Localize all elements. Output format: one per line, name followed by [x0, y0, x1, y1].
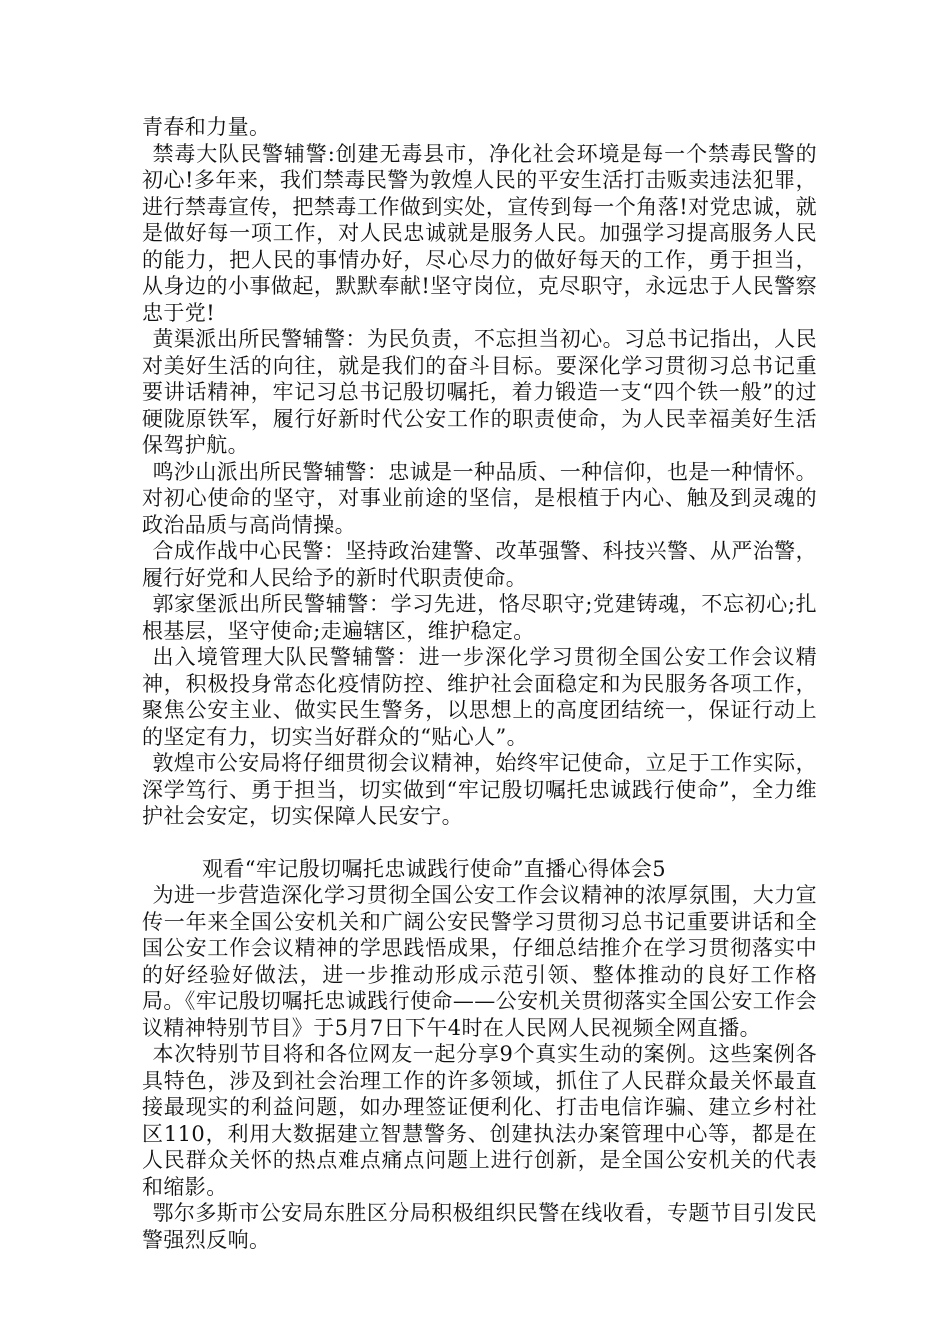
paragraph-dunhuang-bureau: 敦煌市公安局将仔细贯彻会议精神，始终牢记使命，立足于工作实际，深学笃行、勇于担当，切实做到“牢记殷切嘱托忠诚践行使命”，全力维护社会安定，切实保障人民安宁。 — [142, 751, 817, 828]
paragraph-special-program: 本次特别节目将和各位网友一起分享9个真实生动的案例。这些案例各具特色，涉及到社会治理工作的许多领域，抓住了人民群众最关怀最直接最现实的利益问题，如办理签证便利化、打击电信诈骗、建立乡村社区110，利用大数据建立智慧警务、创建执法办案管理中心等，都是在人民群众关怀的热点难点痛点问题上进行创新，是全国公安机关的代表和缩影。 — [142, 1042, 817, 1199]
paragraph-exit-entry-brigade: 出入境管理大队民警辅警：进一步深化学习贯彻全国公安工作会议精神，积极投身常态化疫情防控、维护社会面稳定和为民服务各项工作，聚焦公安主业、做实民生警务，以思想上的高度团结统一，保证行动上的坚定有力，切实当好群众的“贴心人”。 — [142, 645, 817, 749]
paragraph-intro: 为进一步营造深化学习贯彻全国公安工作会议精神的浓厚氛围，大力宣传一年来全国公安机关和广阔公安民警学习贯彻习总书记重要讲话和全国公安工作会议精神的学思践悟成果，仔细总结推介在学习贯彻落实中的好经验好做法，进一步推动形成示范引领、整体推动的良好工作格局。《牢记殷切嘱托忠诚践行使命——公安机关贯彻落实全国公安工作会议精神特别节目》于5月7日下午4时在人民网人民视频全网直播。 — [142, 883, 817, 1040]
paragraph-ordos-bureau: 鄂尔多斯市公安局东胜区分局积极组织民警在线收看，专题节目引发民警强烈反响。 — [142, 1201, 817, 1252]
paragraph-huangqu-station: 黄渠派出所民警辅警：为民负责，不忘担当初心。习总书记指出，人民对美好生活的向往，就是我们的奋斗目标。要深化学习贯彻习总书记重要讲话精神，牢记习总书记殷切嘱托，着力锻造一支“四个铁一般”的过硬陇原铁军，履行好新时代公安工作的职责使命，为人民幸福美好生活保驾护航。 — [142, 327, 817, 457]
paragraph-guojiabao-station: 郭家堡派出所民警辅警：学习先进，恪尽职守;党建铸魂，不忘初心;扎根基层，坚守使命;走遍辖区，维护稳定。 — [142, 592, 817, 643]
paragraph-mingshashan-station: 鸣沙山派出所民警辅警：忠诚是一种品质、一种信仰，也是一种情怀。对初心使命的坚守，对事业前途的坚信，是根植于内心、触及到灵魂的政治品质与高尚情操。 — [142, 459, 817, 537]
section-heading: 观看“牢记殷切嘱托忠诚践行使命”直播心得体会5 — [202, 856, 667, 881]
paragraph-combat-center: 合成作战中心民警：坚持政治建警、改革强警、科技兴警、从严治警，履行好党和人民给予的新时代职责使命。 — [142, 539, 817, 590]
paragraph-continuation: 青春和力量。 — [142, 115, 271, 139]
paragraph-drug-brigade: 禁毒大队民警辅警:创建无毒县市，净化社会环境是每一个禁毒民警的初心!多年来，我们禁毒民警为敦煌人民的平安生活打击贩卖违法犯罪，进行禁毒宣传，把禁毒工作做到实处，宣传到每一个角落!对党忠诚，就是做好每一项工作，对人民忠诚就是服务人民。加强学习提高服务人民的能力，把人民的事情办好，尽心尽力的做好每天的工作，勇于担当，从身边的小事做起，默默奉献!坚守岗位，克尽职守，永远忠于人民警察忠于党! — [142, 141, 817, 325]
section-spacer — [142, 830, 817, 856]
document-page — [142, 114, 817, 1253]
